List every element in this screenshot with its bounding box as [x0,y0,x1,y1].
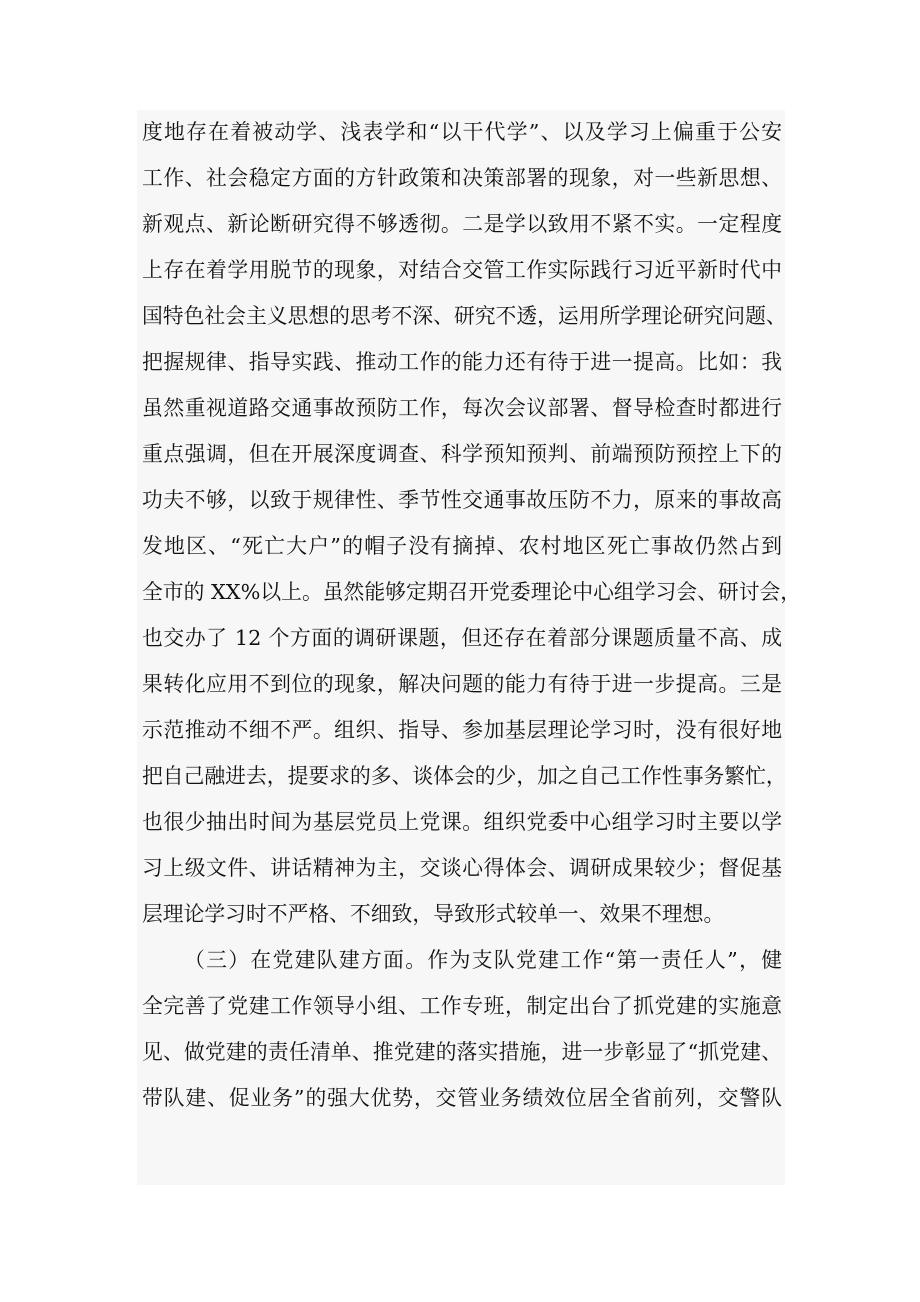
text-line: 新观点、新论断研究得不够透彻。二是学以致用不紧不实。一定程度 [142,212,782,236]
text-line: 全市的 XX%以上。虽然能够定期召开党委理论中心组学习会、研讨会， [142,580,802,604]
section-heading-line: （三）在党建队建方面。作为支队党建工作“第一责任人”，健 [184,948,782,972]
text-line: 度地存在着被动学、浅表学和“以干代学”、以及学习上偏重于公安 [142,120,782,144]
text-line: 带队建、促业务”的强大优势，交管业务绩效位居全省前列，交警队 [142,1086,782,1110]
text-line: 工作、社会稳定方面的方针政策和决策部署的现象，对一些新思想、 [142,166,782,190]
text-line: 见、做党建的责任清单、推党建的落实措施，进一步彰显了“抓党建、 [142,1040,782,1064]
text-line: 把握规律、指导实践、推动工作的能力还有待于进一提高。比如：我 [142,350,782,374]
text-line: 功夫不够，以致于规律性、季节性交通事故压防不力，原来的事故高 [142,488,782,512]
text-line: 国特色社会主义思想的思考不深、研究不透，运用所学理论研究问题、 [142,304,787,328]
document-body [137,110,802,1185]
text-line: 示范推动不细不严。组织、指导、参加基层理论学习时，没有很好地 [142,718,782,742]
text-line: 虽然重视道路交通事故预防工作，每次会议部署、督导检查时都进行 [142,396,782,420]
text-line: 习上级文件、讲话精神为主，交谈心得体会、调研成果较少；督促基 [142,856,782,880]
text-line: 也很少抽出时间为基层党员上党课。组织党委中心组学习时主要以学 [142,810,782,834]
text-line: 上存在着学用脱节的现象，对结合交管工作实际践行习近平新时代中 [142,258,782,282]
text-line: 发地区、“死亡大户”的帽子没有摘掉、农村地区死亡事故仍然占到 [142,534,782,558]
text-line: 果转化应用不到位的现象，解决问题的能力有待于进一步提高。三是 [142,672,782,696]
text-line: 也交办了 12 个方面的调研课题，但还存在着部分课题质量不高、成 [142,626,782,650]
text-line: 重点强调，但在开展深度调查、科学预知预判、前端预防预控上下的 [142,442,782,466]
text-line: 层理论学习时不严格、不细致，导致形式较单一、效果不理想。 [142,902,725,926]
text-line: 把自己融进去，提要求的多、谈体会的少，加之自己工作性事务繁忙， [142,764,787,788]
text-line: 全完善了党建工作领导小组、工作专班，制定出台了抓党建的实施意 [142,994,782,1018]
